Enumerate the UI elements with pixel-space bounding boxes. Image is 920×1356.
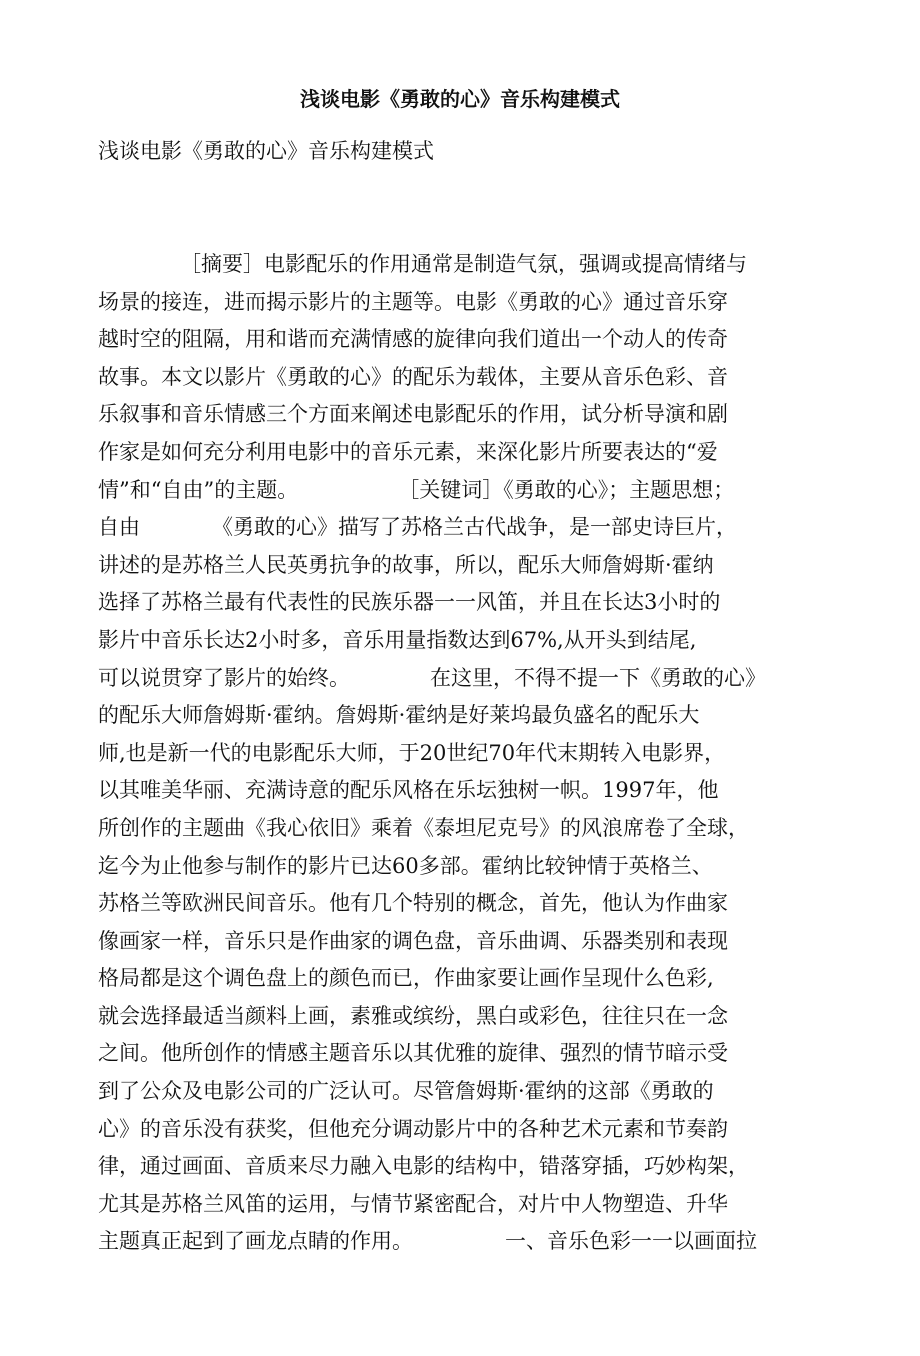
body-line: 格局都是这个调色盘上的颜色而已，作曲家要让画作呈现什么色彩, xyxy=(98,966,714,991)
document-subtitle: 浅谈电影《勇敢的心》音乐构建模式 xyxy=(98,139,434,163)
body-line: 越时空的阻隔，用和谐而充满情感的旋律向我们道出一个动人的传奇 xyxy=(98,327,728,352)
section-heading: 一、音乐色彩一一以画面拉 xyxy=(505,1229,757,1254)
body-line: 迄今为止他参与制作的影片已达60多部。霍纳比较钟情于英格兰、 xyxy=(98,853,713,878)
body-line: 乐叙事和音乐情感三个方面来阐述电影配乐的作用，试分析导演和剧 xyxy=(98,402,728,427)
body-line: 自由 《勇敢的心》描写了苏格兰古代战争，是一部史诗巨片， xyxy=(98,515,737,540)
document-title: 浅谈电影《勇敢的心》音乐构建模式 xyxy=(300,87,620,111)
body-line: 故事。本文以影片《勇敢的心》的配乐为载体，主要从音乐色彩、音 xyxy=(98,364,728,389)
body-line: 师,也是新一代的电影配乐大师，于20世纪70年代末期转入电影界， xyxy=(98,740,726,765)
body-line: 以其唯美华丽、充满诗意的配乐风格在乐坛独树一帜。1997年，他 xyxy=(98,778,719,803)
body-line: 律，通过画面、音质来尽力融入电影的结构中，错落穿插，巧妙构架， xyxy=(98,1154,749,1179)
body-line: 就会选择最适当颜料上画，素雅或缤纷，黑白或彩色，往往只在一念 xyxy=(98,1003,728,1028)
body-line: 所创作的主题曲《我心依旧》乘着《泰坦尼克号》的风浪席卷了全球， xyxy=(98,815,749,840)
body-line: 情”和“自由”的主题。 ［关键词］《勇敢的心》；主题思想； xyxy=(98,477,735,502)
body-line: 之间。他所创作的情感主题音乐以其优雅的旋律、强烈的情节暗示受 xyxy=(98,1041,728,1066)
body-line: 可以说贯穿了影片的始终。 在这里，不得不提一下《勇敢的心》 xyxy=(98,665,766,690)
document-body xyxy=(98,246,818,1261)
body-line: ［摘要］电影配乐的作用通常是制造气氛，强调或提高情绪与 xyxy=(180,252,747,276)
body-line: 到了公众及电影公司的广泛认可。尽管詹姆斯·霍纳的这部《勇敢的 xyxy=(98,1079,714,1104)
body-line: 场景的接连，进而揭示影片的主题等。电影《勇敢的心》通过音乐穿 xyxy=(98,289,728,314)
body-line: 选择了苏格兰最有代表性的民族乐器一一风笛，并且在长达3小时的 xyxy=(98,590,721,615)
body-line: 心》的音乐没有获奖，但他充分调动影片中的各种艺术元素和节奏韵 xyxy=(98,1116,728,1141)
body-line: 像画家一样，音乐只是作曲家的调色盘，音乐曲调、乐器类别和表现 xyxy=(98,928,728,953)
body-line: 苏格兰等欧洲民间音乐。他有几个特别的概念，首先，他认为作曲家 xyxy=(98,891,728,916)
body-line: 的配乐大师詹姆斯·霍纳。詹姆斯·霍纳是好莱坞最负盛名的配乐大 xyxy=(98,703,700,728)
body-line: 尤其是苏格兰风笛的运用，与情节紧密配合，对片中人物塑造、升华 xyxy=(98,1191,728,1216)
body-line: 影片中音乐长达2小时多，音乐用量指数达到67%,从开头到结尾, xyxy=(98,627,697,652)
body-line: 作家是如何充分利用电影中的音乐元素，来深化影片所要表达的“爱 xyxy=(98,439,718,464)
body-line: 主题真正起到了画龙点睛的作用。 一、音乐色彩一一以画面拉 xyxy=(98,1229,757,1254)
keywords-label: ［关键词］《勇敢的心》；主题思想； xyxy=(398,477,735,502)
body-line: 讲述的是苏格兰人民英勇抗争的故事，所以，配乐大师詹姆斯·霍纳 xyxy=(98,552,714,577)
